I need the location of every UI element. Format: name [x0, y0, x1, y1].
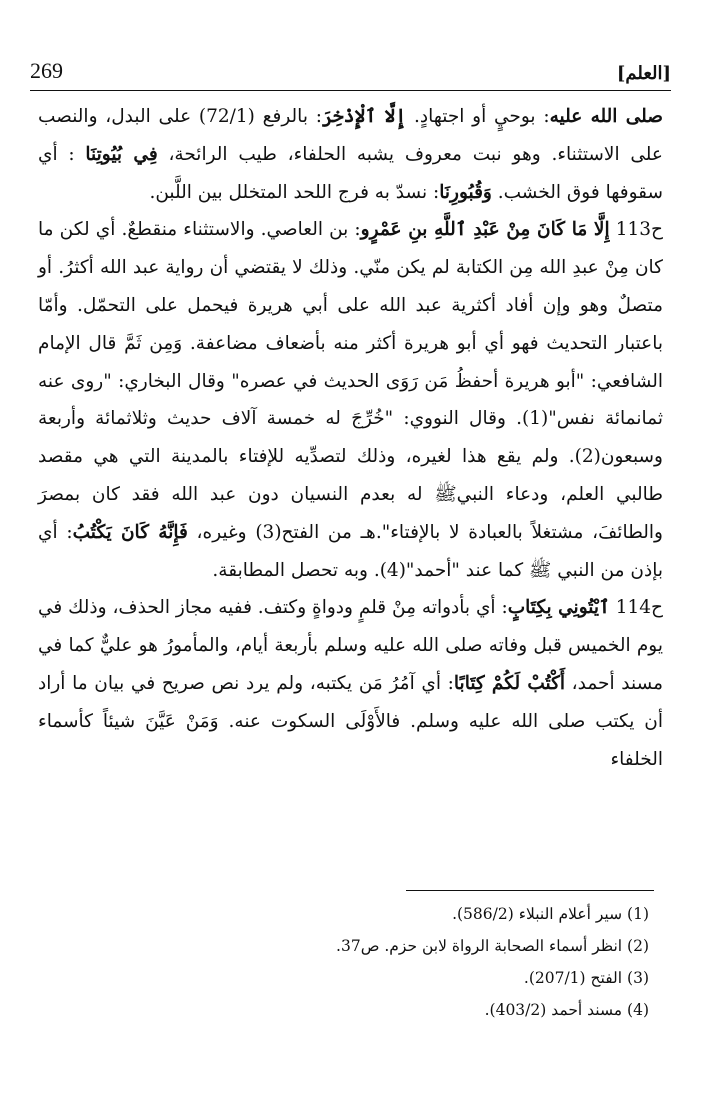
text: : أي آمُرُ مَن يكتبه، ولم يرد نص صريح في بيان ما	[72, 672, 454, 694]
header-rule	[30, 90, 671, 91]
paragraph-1	[38, 98, 663, 211]
text: : أي سقوفها	[38, 143, 663, 203]
footnote-4: (4) مسند أحمد (403/2).	[484, 1001, 649, 1019]
text: متصلٌ وهو وإن أفاد أكثرية عبد الله على أبي هريرة فيحمل على التحمّل. وأمّا باعتبار	[38, 294, 663, 354]
main-text	[38, 98, 663, 778]
text: في يوم الخميس قبل وفاته صلى الله عليه وسلم بأربعة أيام، والمأمورُ هو عليٌّ كما في	[38, 597, 663, 657]
page-number: 269	[30, 58, 63, 83]
text: مسند أحمد،	[565, 672, 663, 694]
phrase: صلى الله عليه	[549, 106, 663, 127]
hadith-quote: إِلَّا مَا كَانَ مِنْ عَبْدِ ٱللَّهِ بنِ عَمْرٍو	[360, 219, 610, 241]
footnote-3: (3) الفتح (207/1).	[523, 969, 649, 987]
text: : أي بإذن من النبي ﷺ كما عند "أحمد"(4). وبه	[38, 521, 663, 581]
hadith-quote: وَقُبُورِنَا	[439, 181, 492, 203]
hadith-number: ح114	[609, 597, 663, 619]
text: : بوحيٍ أو اجتهادٍ.	[406, 106, 550, 127]
text: كان مِنْ عبدِ الله مِن الكتابة لم يكن منّي. وذلك لا يقتضي أن رواية عبد الله أكثرُ. أو	[38, 257, 663, 279]
text: : أي بأدواته مِنْ قلمٍ ودواةٍ وكتف. ففيه مجاز الحذف، وذلك	[68, 597, 508, 619]
text: لغيره، وذلك لتصدِّيه للإفتاء بالمدينة التي هي مقصد طالبي العلم، ودعاء النبيﷺ له	[38, 446, 663, 505]
section-title: [العلم]	[616, 63, 671, 84]
paragraph-2	[38, 211, 663, 589]
footnote-1: (1) سير أعلام النبلاء (586/2).	[452, 905, 649, 923]
text: أراد أن يكتب صلى الله عليه وسلم. فالأَوْلَى السكوت عنه. وَمَنْ عَيَّنَ شيئاً كأسماء الخلفاء	[38, 672, 663, 770]
text: : بالرفع (72/1) على البدل، والنصب على	[38, 106, 663, 165]
footnote-rule	[406, 890, 654, 891]
paragraph-3	[38, 589, 663, 778]
text: وقال النووي: "خُرِّجَ له خمسة آلاف حديث وثلاثمائة وأربعة وسبعون(2). ولم يقع هذا	[38, 408, 663, 468]
text: الاستثناء. وهو نبت معروف يشبه الحلفاء، طيب الرائحة،	[157, 143, 620, 165]
text: بعدم النسيان دون عبد الله فقد كان بمصرَ والطائفَ، مشتغلاً بالعبادة لا بالإفتاء".هـ	[38, 483, 663, 543]
hadith-quote: فَإِنَّهُ كَانَ يَكْتُبُ	[72, 521, 188, 543]
hadith-quote: ٱيْتُونِي بِكِتَابٍ	[507, 597, 610, 619]
footnote-2: (2) انظر أسماء الصحابة الرواة لابن حزم. ص37.	[336, 937, 649, 955]
text: من الفتح(3) وغيره،	[187, 521, 352, 543]
text: : بن العاصي. والاستثناء منقطعٌ. أي لكن ما	[38, 219, 361, 241]
hadith-quote: فِي بُيُوتِنَا	[85, 143, 158, 165]
footnotes	[229, 898, 649, 1026]
text: التحديث فهو أي أبو هريرة أكثر منه بأضعاف مضاعفة. وَمِن ثَمَّ قال الإمام الشافعي:	[38, 332, 663, 392]
text: تحصل المطابقة.	[212, 559, 339, 581]
running-header	[30, 54, 671, 84]
text: "أبو هريرة أحفظُ مَن رَوَى الحديث في عصره" وقال البخاري: "روى عنه ثمانمائة نفس"(1).	[38, 370, 663, 430]
hadith-number: ح113	[609, 219, 663, 241]
text: : نسدّ به فرج اللحد المتخلل بين اللَّبن.	[149, 181, 440, 203]
hadith-quote: أَكْتُبْ لَكُمْ كِتَابًا	[453, 672, 566, 694]
hadith-quote: إِلَّا ٱلْإِذْخِرَ	[321, 106, 407, 127]
text: فوق الخشب.	[491, 181, 600, 203]
